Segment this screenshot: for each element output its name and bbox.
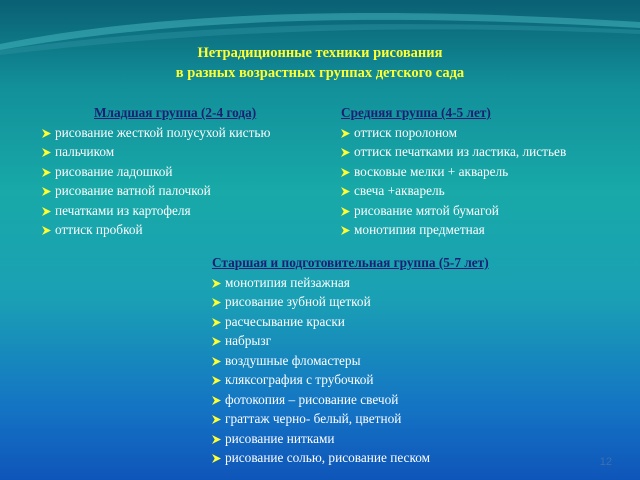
list-item: оттиск поролоном xyxy=(341,123,566,143)
diamond-arrow-bullet-icon xyxy=(212,454,221,463)
diamond-arrow-bullet-icon xyxy=(212,298,221,307)
diamond-arrow-bullet-icon xyxy=(212,318,221,327)
group-middle-title: Средняя группа (4-5 лет) xyxy=(341,105,491,120)
list-item: рисование зубной щеткой xyxy=(212,292,489,312)
diamond-arrow-bullet-icon xyxy=(212,279,221,288)
group-senior-list xyxy=(212,273,489,468)
list-item: кляксография с трубочкой xyxy=(212,370,489,390)
list-item: монотипия пейзажная xyxy=(212,273,489,293)
group-junior xyxy=(42,103,270,240)
slide-title-line-2: в разных возрастных группах детского сада xyxy=(175,65,465,81)
list-item: печатками из картофеля xyxy=(42,201,270,221)
list-item: рисование нитками xyxy=(212,429,489,449)
diamond-arrow-bullet-icon xyxy=(212,376,221,385)
slide-title xyxy=(0,43,640,83)
group-junior-title: Младшая группа (2-4 года) xyxy=(94,105,257,120)
list-item: рисование ладошкой xyxy=(42,162,270,182)
diamond-arrow-bullet-icon xyxy=(42,226,51,235)
diamond-arrow-bullet-icon xyxy=(212,357,221,366)
group-senior-title: Старшая и подготовительная группа (5-7 лет) xyxy=(212,255,489,270)
group-middle-list xyxy=(341,123,566,240)
page-number: 12 xyxy=(599,456,612,468)
diamond-arrow-bullet-icon xyxy=(42,168,51,177)
diamond-arrow-bullet-icon xyxy=(341,148,350,157)
group-middle xyxy=(341,103,566,240)
list-item: воздушные фломастеры xyxy=(212,351,489,371)
group-senior xyxy=(212,253,489,468)
diamond-arrow-bullet-icon xyxy=(212,415,221,424)
list-item: рисование солью, рисование песком xyxy=(212,448,489,468)
diamond-arrow-bullet-icon xyxy=(212,337,221,346)
diamond-arrow-bullet-icon xyxy=(212,435,221,444)
list-item: граттаж черно- белый, цветной xyxy=(212,409,489,429)
list-item: набрызг xyxy=(212,331,489,351)
diamond-arrow-bullet-icon xyxy=(42,129,51,138)
list-item: пальчиком xyxy=(42,142,270,162)
diamond-arrow-bullet-icon xyxy=(212,396,221,405)
list-item: оттиск пробкой xyxy=(42,220,270,240)
list-item: рисование ватной палочкой xyxy=(42,181,270,201)
diamond-arrow-bullet-icon xyxy=(341,129,350,138)
diamond-arrow-bullet-icon xyxy=(341,168,350,177)
list-item: расчесывание краски xyxy=(212,312,489,332)
list-item: фотокопия – рисование свечой xyxy=(212,390,489,410)
list-item: восковые мелки + акварель xyxy=(341,162,566,182)
diamond-arrow-bullet-icon xyxy=(341,207,350,216)
diamond-arrow-bullet-icon xyxy=(42,207,51,216)
list-item: свеча +акварель xyxy=(341,181,566,201)
diamond-arrow-bullet-icon xyxy=(42,148,51,157)
list-item: рисование мятой бумагой xyxy=(341,201,566,221)
group-junior-list xyxy=(42,123,270,240)
list-item: оттиск печатками из ластика, листьев xyxy=(341,142,566,162)
diamond-arrow-bullet-icon xyxy=(341,226,350,235)
diamond-arrow-bullet-icon xyxy=(341,187,350,196)
diamond-arrow-bullet-icon xyxy=(42,187,51,196)
list-item: монотипия предметная xyxy=(341,220,566,240)
list-item: рисование жесткой полусухой кистью xyxy=(42,123,270,143)
slide-title-line-1: Нетрадиционные техники рисования xyxy=(197,45,443,61)
